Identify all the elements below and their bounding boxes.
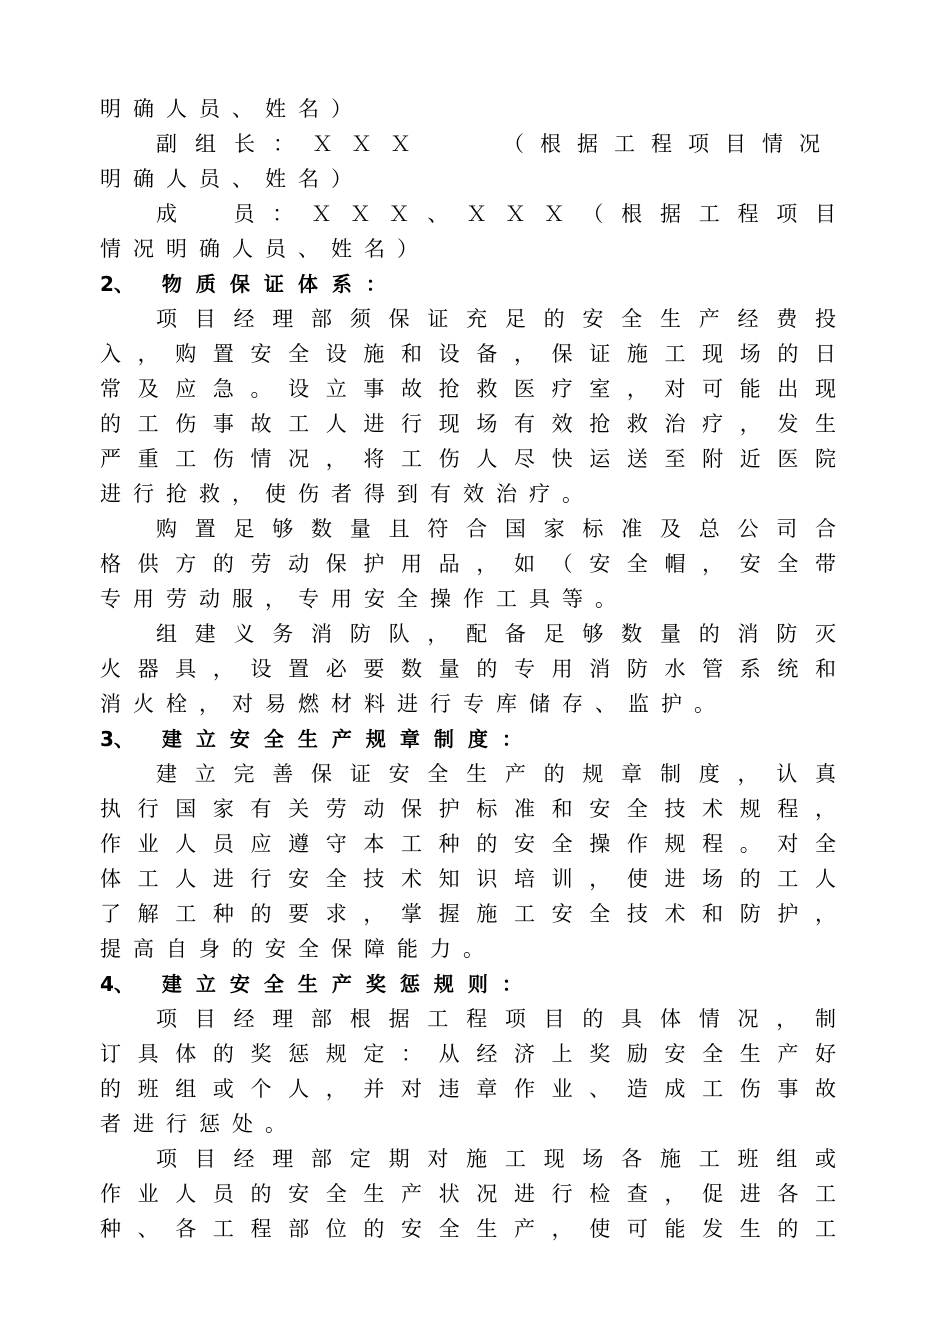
section-number: 2、	[100, 272, 134, 296]
deputy-leader-note: （根据工程项目情况	[503, 132, 836, 156]
section-number: 4、	[100, 972, 134, 996]
text-line: 项目经理部须保证充足的安全生产经费投	[156, 307, 836, 331]
text-line: 进行抢救，使伤者得到有效治疗。	[100, 482, 595, 506]
text-line-deputy-leader	[100, 127, 836, 162]
section-heading-3	[100, 722, 836, 757]
text-line: 常及应急。设立事故抢救医疗室，对可能出现	[100, 377, 836, 401]
text-line: 作业人员的安全生产状况进行检查，促进各工	[100, 1182, 836, 1206]
section-number: 3、	[100, 727, 134, 751]
section-title: 建立安全生产奖惩规则：	[161, 972, 536, 996]
text-line: 者进行惩处。	[100, 1112, 298, 1136]
text-line: 提高自身的安全保障能力。	[100, 937, 496, 961]
section-title: 物质保证体系：	[161, 272, 400, 296]
text-line: 消火栓，对易燃材料进行专库储存、监护。	[100, 692, 727, 716]
text-line: 严重工伤情况，将工伤人尽快运送至附近医院	[100, 447, 836, 471]
text-line: 执行国家有关劳动保护标准和安全技术规程，	[100, 797, 836, 821]
deputy-leader-label: 副组长：ＸＸＸ	[156, 132, 429, 156]
text-line: 项目经理部定期对施工现场各施工班组或	[156, 1147, 836, 1171]
text-line: 体工人进行安全技术知识培训，使进场的工人	[100, 867, 836, 891]
text-line: 情况明确人员、姓名）	[100, 237, 430, 261]
section-heading-4	[100, 967, 836, 1002]
text-line: 的工伤事故工人进行现场有效抢救治疗，发生	[100, 412, 836, 436]
text-line: 入，购置安全设施和设备，保证施工现场的日	[100, 342, 836, 366]
text-line: 作业人员应遵守本工种的安全操作规程。对全	[100, 832, 836, 856]
text-line: 火器具，设置必要数量的专用消防水管系统和	[100, 657, 836, 681]
text-line: 明确人员、姓名）	[100, 97, 364, 121]
text-line: 的班组或个人，并对违章作业、造成工伤事故	[100, 1077, 836, 1101]
text-line-members: 成 员：ＸＸＸ、ＸＸＸ（根据工程项目	[156, 202, 836, 226]
section-title: 建立安全生产规章制度：	[161, 727, 536, 751]
text-line: 格供方的劳动保护用品，如（安全帽，安全带	[100, 552, 836, 576]
document-page	[100, 92, 836, 1247]
section-heading-2	[100, 267, 836, 302]
text-line: 组建义务消防队，配备足够数量的消防灭	[156, 622, 836, 646]
text-line: 订具体的奖惩规定：从经济上奖励安全生产好	[100, 1042, 836, 1066]
text-line: 建立完善保证安全生产的规章制度，认真	[156, 762, 836, 786]
text-line: 项目经理部根据工程项目的具体情况，制	[156, 1007, 836, 1031]
text-line: 明确人员、姓名）	[100, 167, 364, 191]
text-line: 专用劳动服，专用安全操作工具等。	[100, 587, 628, 611]
text-line: 了解工种的要求，掌握施工安全技术和防护，	[100, 902, 836, 926]
text-line: 种、各工程部位的安全生产，使可能发生的工	[100, 1217, 836, 1241]
text-line: 购置足够数量且符合国家标准及总公司合	[156, 517, 836, 541]
